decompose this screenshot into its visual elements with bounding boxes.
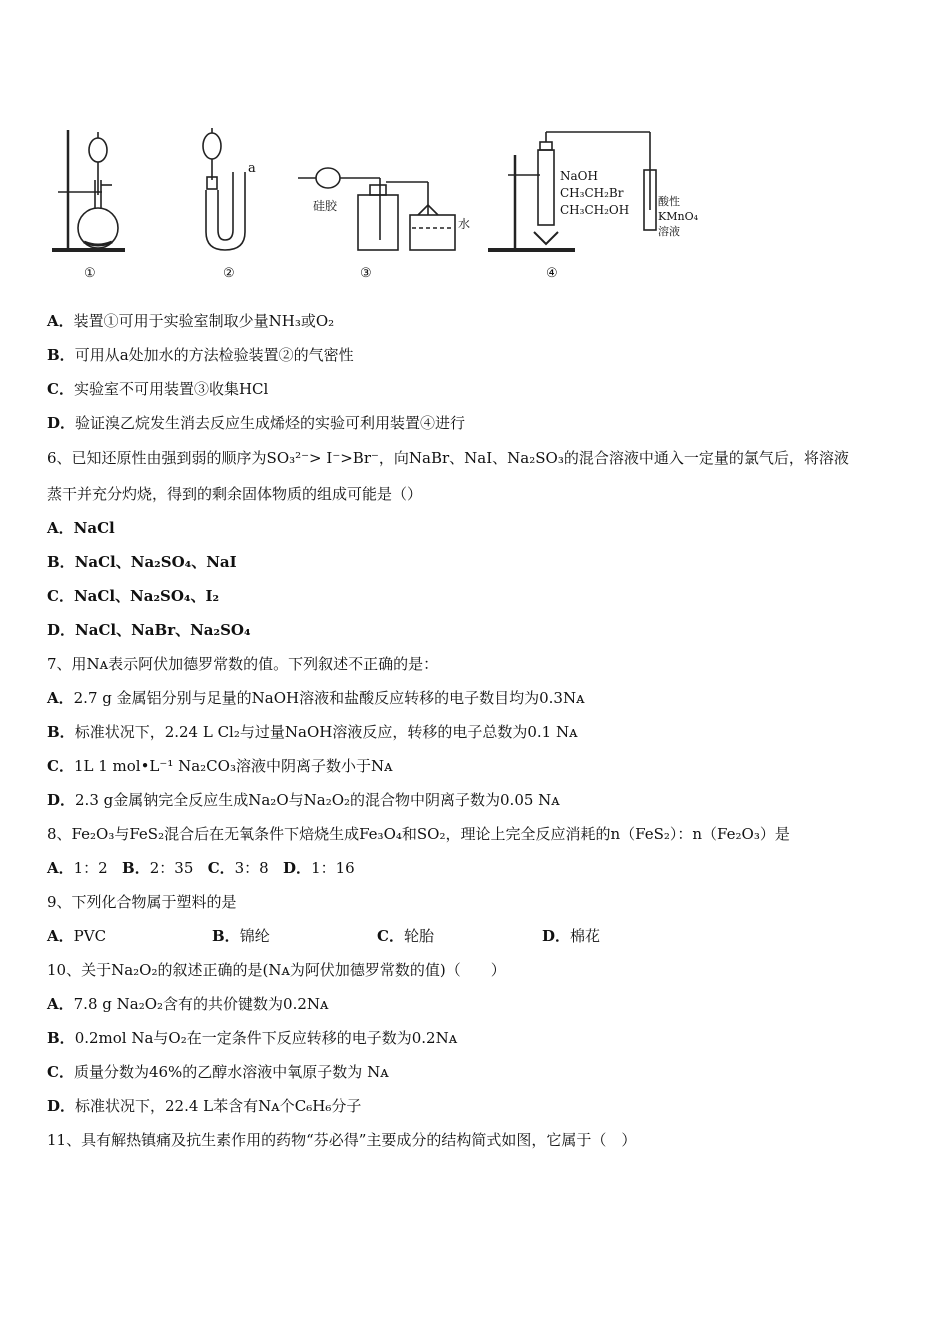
kmno4-label-1: 酸性: [658, 195, 680, 208]
q9-stem: 9、下列化合物属于塑料的是: [47, 893, 237, 911]
q8-options: A．1：2 B．2：35 C．3：8 D．1：16: [47, 859, 355, 877]
q5-option-a: A．装置①可用于实验室制取少量NH₃或O₂: [47, 312, 335, 330]
q6-option-d: D．NaCl、NaBr、Na₂SO₄: [47, 621, 251, 639]
reagent-ch3ch2br: CH₃CH₂Br: [560, 186, 624, 200]
q6-option-b: B．NaCl、Na₂SO₄、NaI: [47, 553, 237, 571]
q6-stem-line-1: 6、已知还原性由强到弱的顺序为SO₃²⁻> I⁻>Br⁻，向NaBr、NaI、Na₂SO₃的混合溶液中通入一定量的氯气后，将溶液: [47, 449, 849, 467]
label-water: 水: [458, 217, 471, 231]
label-a: a: [248, 161, 256, 176]
label-silica: 硅胶: [313, 199, 338, 213]
q9-option-d: D．棉花: [542, 927, 601, 945]
q6-stem-line-2: 蒸干并充分灼烧，得到的剩余固体物质的组成可能是（）: [47, 485, 423, 503]
q7-option-d: D．2.3 g金属钠完全反应生成Na₂O与Na₂O₂的混合物中阴离子数为0.05 Nᴀ: [47, 791, 560, 809]
q6-option-c: C．NaCl、Na₂SO₄、I₂: [47, 587, 220, 605]
q9-option-c: C．轮胎: [377, 927, 434, 945]
q5-option-b: B．可用从a处加水的方法检验装置②的气密性: [47, 346, 354, 364]
q10-option-d: D．标准状况下，22.4 L苯含有Nᴀ个C₆H₆分子: [47, 1097, 362, 1115]
q7-option-a: A．2.7 g 金属铝分别与足量的NaOH溶液和盐酸反应转移的电子数目均为0.3Nᴀ: [47, 689, 585, 707]
q10-option-a: A．7.8 g Na₂O₂含有的共价键数为0.2Nᴀ: [47, 995, 329, 1013]
q10-stem: 10、关于Na₂O₂的叙述正确的是(Nᴀ为阿伏加德罗常数的值)（ ）: [47, 961, 506, 979]
q8-stem: 8、Fe₂O₃与FeS₂混合后在无氧条件下焙烧生成Fe₃O₄和SO₂，理论上完全反应消耗的n（FeS₂）：n（Fe₂O₃）是: [47, 825, 790, 843]
apparatus-1: [52, 130, 125, 250]
apparatus-2: [203, 128, 245, 250]
q5-option-d: D．验证溴乙烷发生消去反应生成烯烃的实验可利用装置④进行: [47, 414, 466, 432]
q11-stem: 11、具有解热镇痛及抗生素作用的药物“芬必得”主要成分的结构简式如图，它属于（ ）: [47, 1131, 637, 1149]
apparatus-figure: [40, 120, 720, 285]
q5-option-c: C．实验室不可用装置③收集HCl: [47, 380, 269, 398]
q10-option-b: B．0.2mol Na与O₂在一定条件下反应转移的电子数为0.2Nᴀ: [47, 1029, 458, 1047]
label-apparatus-1: ①: [84, 266, 96, 281]
reagent-naoh: NaOH: [560, 169, 598, 183]
label-apparatus-2: ②: [223, 266, 235, 281]
kmno4-label-3: 溶液: [658, 225, 680, 238]
label-apparatus-3: ③: [360, 266, 372, 281]
q10-option-c: C．质量分数为46%的乙醇水溶液中氧原子数为 Nᴀ: [47, 1063, 389, 1081]
q6-option-a: A．NaCl: [47, 519, 115, 537]
label-apparatus-4: ④: [546, 266, 558, 281]
q9-option-a: A．PVC: [47, 927, 107, 945]
reagent-ch3ch2oh: CH₃CH₂OH: [560, 203, 630, 217]
kmno4-label-2: KMnO₄: [658, 210, 698, 223]
q7-option-c: C．1L 1 mol•L⁻¹ Na₂CO₃溶液中阴离子数小于Nᴀ: [47, 757, 393, 775]
q7-option-b: B．标准状况下，2.24 L Cl₂与过量NaOH溶液反应，转移的电子总数为0.1 Nᴀ: [47, 723, 578, 741]
q7-stem: 7、用Nᴀ表示阿伏加德罗常数的值。下列叙述不正确的是：: [47, 655, 439, 673]
q9-option-b: B．锦纶: [212, 927, 270, 945]
